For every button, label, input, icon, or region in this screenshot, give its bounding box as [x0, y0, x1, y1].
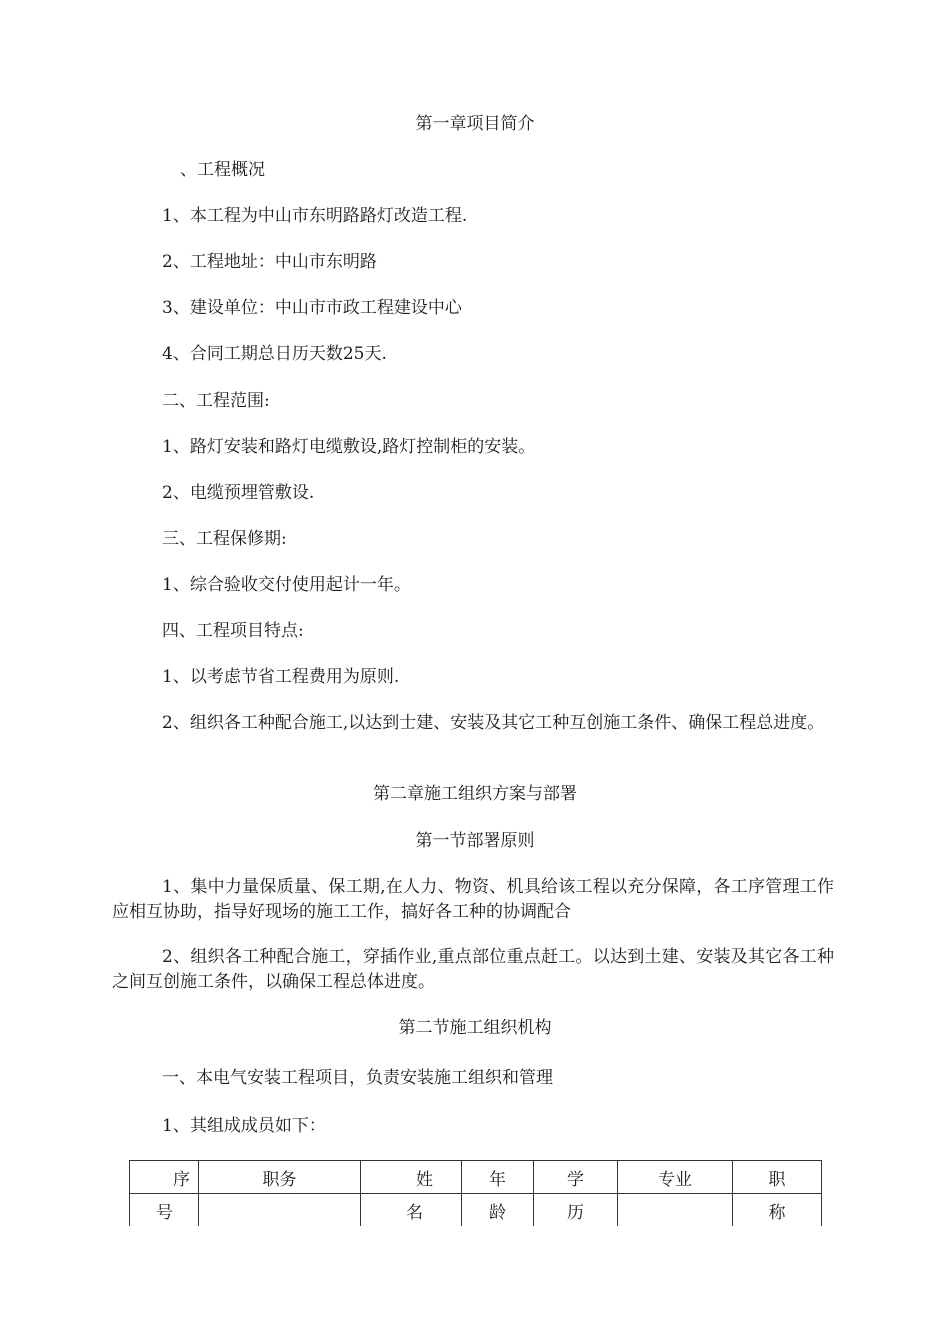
- header-cell-position: 职务: [199, 1161, 361, 1194]
- warranty-heading: 三、工程保修期:: [162, 529, 287, 549]
- header-cell-education: 历: [534, 1194, 618, 1227]
- warranty-item-1: 1、综合验收交付使用起计一年。: [162, 575, 411, 595]
- chapter2-title: 第二章施工组织方案与部署: [373, 784, 577, 804]
- members-table: [129, 1160, 822, 1226]
- overview-item-4: 4、合同工期总日历天数25天.: [162, 344, 387, 364]
- overview-item-3: 3、建设单位：中山市市政工程建设中心: [162, 298, 462, 318]
- scope-item-2: 2、电缆预埋管敷设.: [162, 483, 315, 503]
- table-header-row: [130, 1194, 822, 1227]
- section1-title: 第一节部署原则: [415, 831, 535, 851]
- header-cell-title: 职: [733, 1161, 822, 1194]
- header-cell-seq: 号: [130, 1194, 199, 1227]
- features-heading: 四、工程项目特点:: [162, 621, 304, 641]
- features-item-2: 2、组织各工种配合施工,以达到士建、安装及其它工种互创施工条件、确保工程总进度。: [162, 713, 825, 733]
- organization-intro: 一、本电气安装工程项目，负责安装施工组织和管理: [162, 1068, 553, 1088]
- features-item-1: 1、以考虑节省工程费用为原则.: [162, 667, 400, 687]
- overview-item-2: 2、工程地址：中山市东明路: [162, 252, 377, 272]
- scope-heading: 二、工程范围:: [162, 391, 270, 411]
- header-cell-major: [618, 1194, 733, 1227]
- header-cell-age: 年: [462, 1161, 534, 1194]
- section2-title: 第二节施工组织机构: [398, 1018, 552, 1038]
- table-header-row: [130, 1161, 822, 1194]
- overview-item-1: 1、本工程为中山市东明路路灯改造工程.: [162, 206, 468, 226]
- principle-paragraph-1: 1、集中力量保质量、保工期,在人力、物资、机具给该工程以充分保障，各工序管理工作应相互协助，指导好现场的施工工作，搞好各工种的协调配合: [112, 877, 834, 922]
- header-cell-position: [199, 1194, 361, 1227]
- overview-heading: 、工程概况: [180, 160, 265, 180]
- header-cell-name: 姓: [361, 1161, 462, 1194]
- header-cell-seq: 序: [130, 1161, 199, 1194]
- header-cell-name: 名: [361, 1194, 462, 1227]
- principle-paragraph-2: 2、组织各工种配合施工，穿插作业,重点部位重点赶工。以达到土建、安装及其它各工种之间互创施工条件，以确保工程总体进度。: [112, 947, 834, 992]
- header-cell-education: 学: [534, 1161, 618, 1194]
- header-cell-title: 称: [733, 1194, 822, 1227]
- members-label: 1、其组成成员如下：: [162, 1116, 326, 1136]
- header-cell-age: 龄: [462, 1194, 534, 1227]
- header-cell-major: 专业: [618, 1161, 733, 1194]
- chapter1-title: 第一章项目简介: [415, 114, 535, 134]
- scope-item-1: 1、路灯安装和路灯电缆敷设,路灯控制柜的安装。: [162, 437, 536, 457]
